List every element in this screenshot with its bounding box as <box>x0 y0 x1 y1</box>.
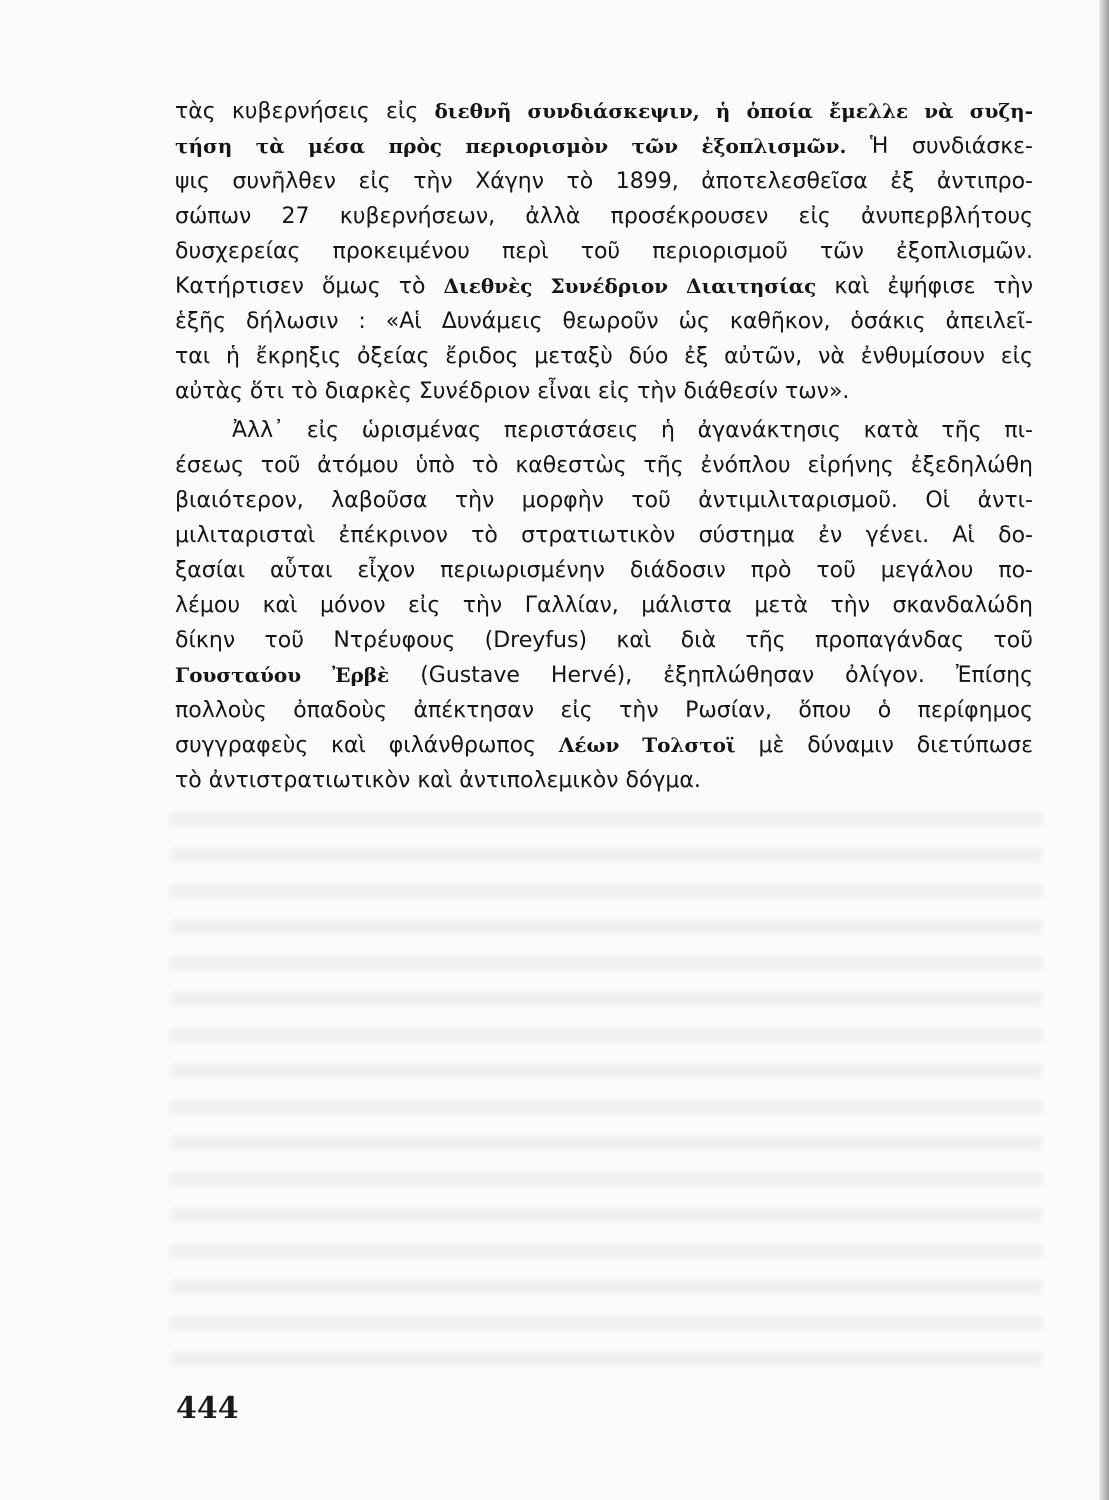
text-line <box>175 658 1033 693</box>
line-text: τὰς κυβερνήσεις εἰς <box>175 99 435 124</box>
text-line <box>175 588 1033 623</box>
paragraph <box>175 413 1033 798</box>
text-line <box>175 234 1033 269</box>
text-line <box>175 693 1033 728</box>
text-line <box>175 553 1033 588</box>
line-text: αὐτὰς ὅτι τὸ διαρκὲς Συνέδριον εἶναι εἰς τὴν διάθεσίν των». <box>175 379 850 404</box>
text-line <box>175 304 1033 339</box>
page-edge <box>1099 0 1109 1500</box>
bold-term: Λέων Τολστοϊ <box>558 733 736 757</box>
line-text: συγγραφεὺς καὶ φιλάνθρωπος <box>175 733 559 758</box>
text-line <box>175 94 1033 129</box>
line-text: (Gustave Hervé), ἐξηπλώθησαν ὀλίγον. Ἐπίσης <box>389 663 1033 688</box>
line-text: τὸ ἀντιστρατιωτικὸν καὶ ἀντιπολεμικὸν δόγμα. <box>175 768 701 793</box>
bold-term: Γουσταύου Ἐρβὲ <box>175 663 390 687</box>
page-number: 444 <box>176 1391 239 1426</box>
line-text: δίκην τοῦ Ντρέυφους (Dreyfus) καὶ διὰ τῆς προπαγάνδας τοῦ <box>175 628 1033 653</box>
line-text: βιαιότερον, λαβοῦσα τὴν μορφὴν τοῦ ἀντιμιλιταρισμοῦ. Οἱ ἀντι- <box>175 488 1033 513</box>
text-line <box>175 728 1033 763</box>
text-line <box>175 339 1033 374</box>
bold-term: διεθνῆ συνδιάσκεψιν, ἡ ὁποία ἔμελλε νὰ συζη- <box>434 99 1034 123</box>
line-text: μὲ δύναμιν διετύπωσε <box>735 733 1034 758</box>
line-text: λέμου καὶ μόνον εἰς τὴν Γαλλίαν, μάλιστα μετὰ τὴν σκανδαλώδη <box>175 593 1033 618</box>
line-text: σώπων 27 κυβερνήσεων, ἀλλὰ προσέκρουσεν εἰς ἀνυπερβλήτους <box>175 204 1033 229</box>
line-text: Ἀλλ᾽ εἰς ὡρισμένας περιστάσεις ἡ ἀγανάκτησις κατὰ τῆς πι- <box>232 418 1033 443</box>
line-text: πολλοὺς ὀπαδοὺς ἀπέκτησαν εἰς τὴν Ρωσίαν, ὅπου ὁ περίφημος <box>175 698 1033 723</box>
text-line <box>175 623 1033 658</box>
text-line <box>175 164 1033 199</box>
line-text: Ἡ συνδιάσκε- <box>846 134 1033 159</box>
text-line <box>175 518 1033 553</box>
text-line <box>175 374 1033 409</box>
text-line <box>175 448 1033 483</box>
text-line <box>175 199 1033 234</box>
line-text: καὶ ἐψήφισε τὴν <box>816 274 1033 299</box>
text-line <box>175 483 1033 518</box>
bleed-through-shadow <box>170 812 1042 1387</box>
book-page-text <box>175 94 1033 798</box>
text-line <box>175 129 1033 164</box>
paragraph <box>175 94 1033 409</box>
line-text: ται ἡ ἔκρηξις ὀξείας ἔριδος μεταξὺ δύο ἐξ αὐτῶν, νὰ ἐνθυμίσουν εἰς <box>175 344 1033 369</box>
text-line <box>175 269 1033 304</box>
text-line <box>175 763 1033 798</box>
line-text: ἑξῆς δήλωσιν : «Αἱ Δυνάμεις θεωροῦν ὡς καθῆκον, ὁσάκις ἀπειλεῖ- <box>175 309 1033 334</box>
line-text: έσεως τοῦ ἀτόμου ὑπὸ τὸ καθεστὼς τῆς ἐνόπλου εἰρήνης ἐξεδηλώθη <box>175 453 1033 478</box>
line-text: Κατήρτισεν ὅμως τὸ <box>175 274 444 299</box>
line-text: μιλιταρισταὶ ἐπέκρινον τὸ στρατιωτικὸν σύστημα ἐν γένει. Αἱ δο- <box>175 523 1033 548</box>
line-text: δυσχερείας προκειμένου περὶ τοῦ περιορισμοῦ τῶν ἐξοπλισμῶν. <box>175 239 1033 264</box>
text-line <box>175 413 1033 448</box>
bold-term: Διεθνὲς Συνέδριον Διαιτησίας <box>443 274 817 298</box>
bold-term: τήση τὰ μέσα πρὸς περιορισμὸν τῶν ἐξοπλισμῶν. <box>175 134 847 158</box>
line-text: ξασίαι αὗται εἶχον περιωρισμένην διάδοσιν πρὸ τοῦ μεγάλου πο- <box>175 558 1033 583</box>
line-text: ψις συνῆλθεν εἰς τὴν Χάγην τὸ 1899, ἀποτελεσθεῖσα ἐξ ἀντιπρο- <box>175 169 1033 194</box>
